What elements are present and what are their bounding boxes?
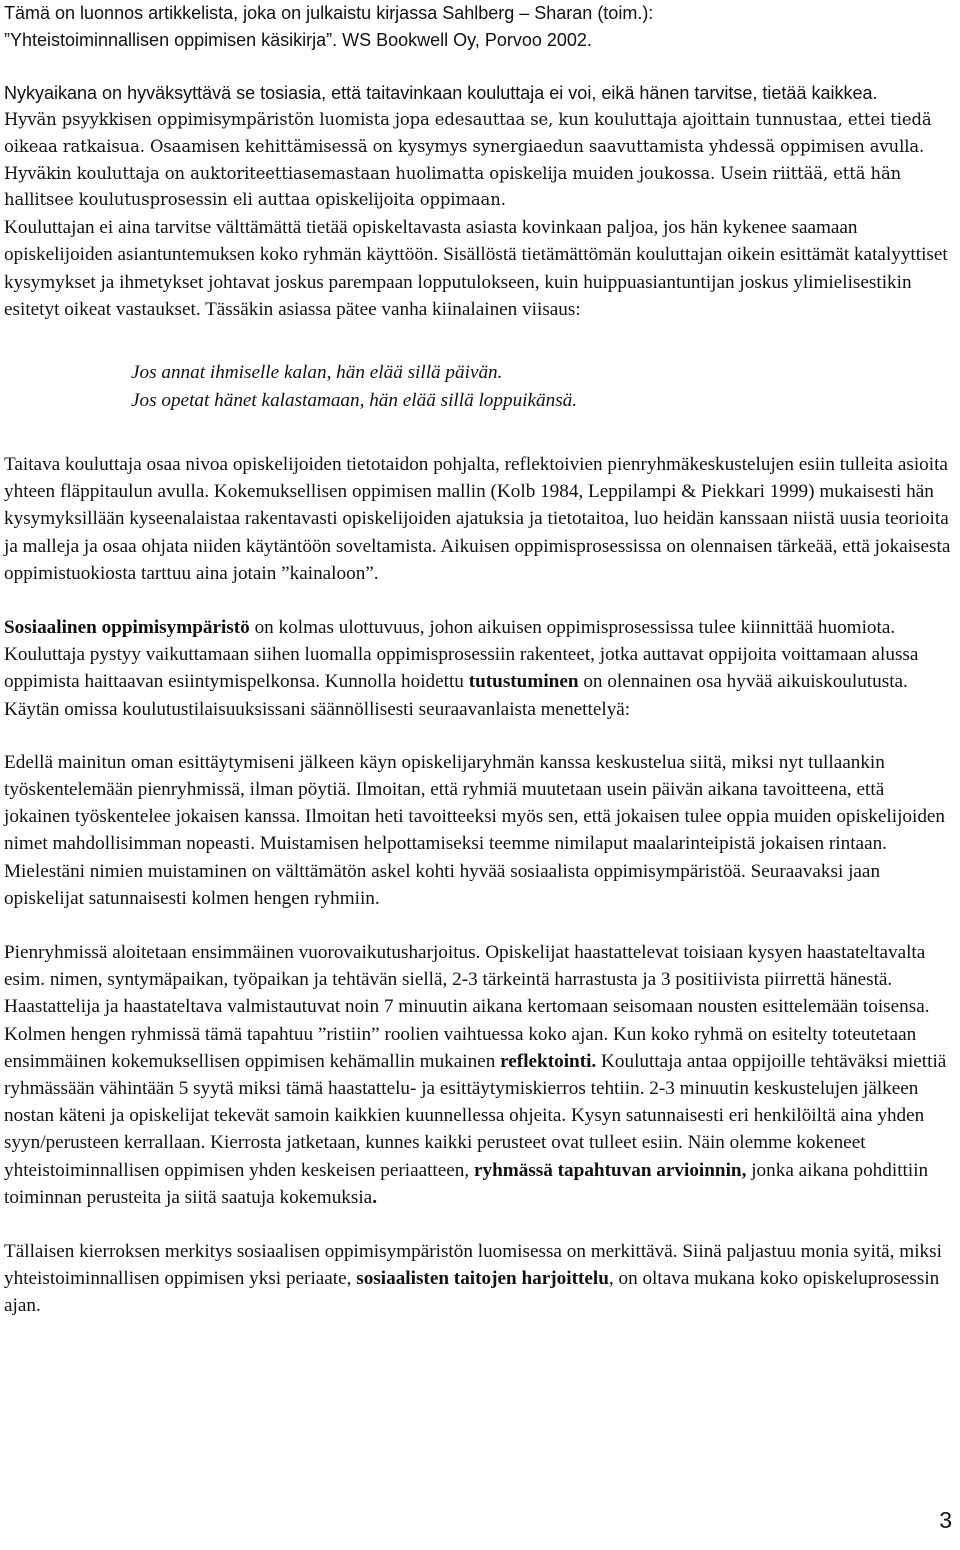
text-run: Tällaisen kierroksen merkitys sosiaalisen oppimisympäristön luomisessa on merkittävä. Siinä paljastuu monia syitä, miksi yhteistoiminnallisen oppimisen yksi periaate,	[4, 1241, 942, 1290]
chinese-proverb-quote	[131, 359, 952, 414]
quote-line-2: Jos opetat hänet kalastamaan, hän elää sillä loppuikänsä.	[131, 389, 578, 411]
page-number: 3	[939, 1507, 952, 1533]
paragraph-significance	[4, 1238, 952, 1320]
paragraph-social-environment	[4, 614, 952, 723]
source-note-line-1: Tämä on luonnos artikkelista, joka on julkaistu kirjassa Sahlberg – Sharan (toim.):	[4, 3, 654, 23]
bold-term-group-evaluation: ryhmässä tapahtuvan arvioinnin,	[473, 1159, 747, 1181]
bold-term-social-skills: sosiaalisten taitojen harjoittelu	[356, 1268, 609, 1290]
paragraph-intro: Nykyaikana on hyväksyttävä se tosiasia, että taitavinkaan kouluttaja ei voi, eikä hänen tarvitse, tietää kaikkea.	[4, 83, 878, 103]
quote-line-1: Jos annat ihmiselle kalan, hän elää sillä päivän.	[131, 362, 503, 383]
text-run: Kouluttaja antaa oppijoille tehtäväksi miettiä ryhmässään vähintään 5 syytä miksi tämä haastattelu- ja esittäytymiskierros tehtiin. 2-3 minuutin keskustelujen jälkeen nostan käteni ja opiskelijat tekevät samoin kaikkien kuunnellessa ohjeita. Kysyn satunnaisesti eri henkilöiltä aina yhden syyn/perusteen kerrallaan. Kierrosta jatketaan, kunnes kaikki perusteet ovat tulleet esiin. Näin olemme kokeneet yhteistoiminnallisen oppimisen yhden keskeisen periaatteen,	[4, 1050, 947, 1181]
source-note-line-2: ”Yhteistoiminnallisen oppimisen käsikirja”. WS Bookwell Oy, Porvoo 2002.	[4, 30, 592, 50]
bold-term-introduction: tutustuminen	[468, 671, 579, 693]
paragraph-small-groups	[4, 939, 952, 1211]
bold-term-social-environment: Sosiaalinen oppimisympäristö	[4, 617, 250, 639]
paragraph-trainer-knowledge: Kouluttajan ei aina tarvitse välttämättä tietää opiskeltavasta asiasta kovinkaan paljoa, jos hän kykenee saamaan opiskelijoiden asiantuntemuksen koko ryhmän käyttöön. Sisällöstä tietämättömän kouluttajan oikein esittämät katalyyttiset kysymykset ja ihmetykset johtavat joskus parempaan lopputulokseen, kuin huippuasiantuntijan joskus ylimielisestikin esitetyt oikeat vastaukset. Tässäkin asiassa pätee vanha kiinalainen viisaus:	[4, 217, 948, 320]
paragraph-procedure: Edellä mainitun oman esittäytymiseni jälkeen käyn opiskelijaryhmän kanssa keskustelua siitä, miksi nyt tullaankin työskentelemään pienryhmissä, ilman pöytiä. Ilmoitan, että ryhmiä muutetaan usein päivän aikana tavoitteena, että jokainen työskentelee jokaisen kanssa. Ilmoitan heti tavoitteeksi myös sen, että jokaisen tulee oppia muiden opiskelijoiden nimet mahdollisimman nopeasti. Muistamisen helpottamiseksi teemme nimilaput maalarinteipistä jokaisen rintaan. Mielestäni nimien muistaminen on välttämätön askel kohti hyvää sosiaalista oppimisympäristöä. Seuraavaksi jaan opiskelijat satunnaisesti kolmen hengen ryhmiin.	[4, 751, 946, 909]
bold-period: .	[372, 1186, 377, 1208]
text-run: , on oltava mukana koko opiskeluprosessin ajan.	[4, 1268, 940, 1317]
paragraph-learning-environment: Hyvän psyykkisen oppimisympäristön luomista jopa edesauttaa se, kun kouluttaja ajoittain tunnustaa, ettei tiedä oikeaa ratkaisua. Osaamisen kehittämisessä on kysymys synergiaedun saavuttamista yhdessä oppimisen avulla. Hyväkin kouluttaja on auktoriteettiasemastaan huolimatta opiskelija muiden joukossa. Usein riittää, että hän hallitsee koulutusprosessin eli auttaa opiskelijoita oppimaan.	[4, 110, 932, 210]
text-run: on olennainen osa hyvää aikuiskoulutusta. Käytän omissa koulutustilaisuuksissani säännöllisesti seuraavanlaista menettelyä:	[4, 671, 908, 720]
text-run: jonka aikana pohdittiin toiminnan perusteita ja siitä saatuja kokemuksia	[4, 1159, 929, 1208]
bold-term-reflection: reflektointi.	[500, 1050, 597, 1072]
article-body	[4, 80, 952, 1320]
text-run: Pienryhmissä aloitetaan ensimmäinen vuorovaikutusharjoitus. Opiskelijat haastattelevat toisiaan kysyen haastateltavalta esim. nimen, syntymäpaikan, työpaikan ja tehtävän siellä, 2-3 tärkeintä harrastusta ja 3 positiivista piirrettä hänestä. Haastattelija ja haastateltava valmistautuvat noin 7 minuutin aikana kertomaan seisomaan nousten esittelemään toisensa. Kolmen hengen ryhmissä tämä tapahtuu ”ristiin” roolien vaihtuessa koko ajan. Kun koko ryhmä on esitelty toteutetaan ensimmäinen kokemuksellisen oppimisen kehämallin mukainen	[4, 942, 930, 1072]
text-run: on kolmas ulottuvuus, johon aikuisen oppimisprosessissa tulee kiinnittää huomiota. Kouluttaja pystyy vaikuttamaan siihen luomalla oppimisprosessiin rakenteet, jotka auttavat oppijoita voittamaan alussa oppimista haittaavan esiintymispelkonsa. Kunnolla hoidettu	[4, 617, 919, 693]
article-source-note	[4, 0, 944, 54]
paragraph-skilled-trainer: Taitava kouluttaja osaa nivoa opiskelijoiden tietotaidon pohjalta, reflektoivien pienryhmäkeskustelujen esiin tulleita asioita yhteen fläppitaulun avulla. Kokemuksellisen oppimisen mallin (Kolb 1984, Leppilampi & Piekkari 1999) mukaisesti hän kysymyksillään kyseenalaistaa rakentavasti opiskelijoiden ajatuksia ja tietotaitoa, luo heidän kanssaan niistä uusia teorioita ja malleja ja osaa ohjata niiden käytäntöön soveltamista. Aikuisen oppimisprosessissa on olennaisen tärkeää, että jokaisesta oppimistuokiosta tarttuu aina jotain ”kainaloon”.	[4, 454, 951, 584]
